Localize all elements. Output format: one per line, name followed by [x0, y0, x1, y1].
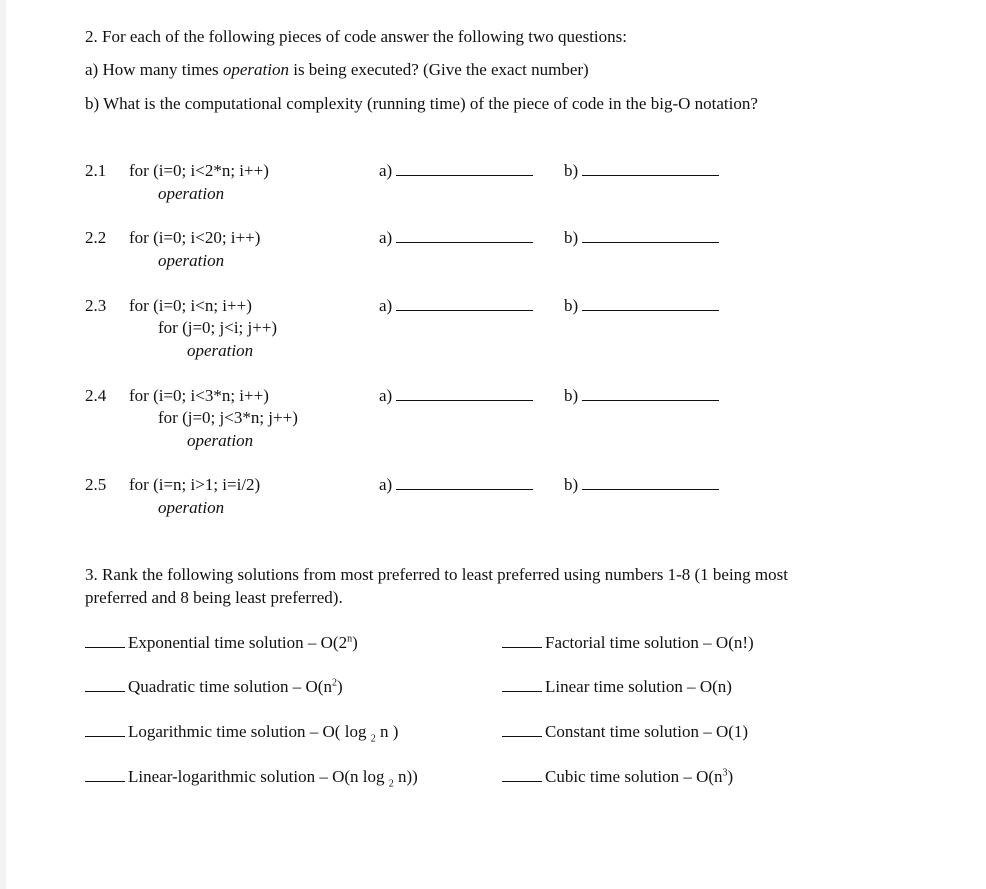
- rank-blank[interactable]: [85, 633, 125, 648]
- answer-a-label: a): [379, 386, 393, 405]
- operation-label: operation: [187, 341, 254, 360]
- answer-a-field[interactable]: [379, 228, 533, 248]
- rank-row-linear-logarithmic: [85, 767, 418, 790]
- rank-blank[interactable]: [85, 722, 125, 737]
- item-number: 2.2: [85, 228, 107, 247]
- item-number: 2.4: [85, 386, 107, 405]
- code-line: for (i=n; i>1; i=i/2): [129, 475, 261, 494]
- rank-blank[interactable]: [502, 677, 542, 692]
- answer-b-label: b): [564, 161, 579, 180]
- q2-part-b: b) What is the computational complexity (running time) of the piece of code in the big-O notation?: [85, 94, 758, 113]
- answer-b-label: b): [564, 386, 579, 405]
- rank-superscript: 3: [722, 767, 728, 779]
- rank-label: Quadratic time solution – O(n: [128, 677, 332, 696]
- rank-subscript: 2: [370, 733, 376, 745]
- rank-label-end: ): [727, 767, 734, 786]
- item-number: 2.1: [85, 161, 107, 180]
- code-line-inner: for (j=0; j<i; j++): [158, 318, 278, 337]
- code-line: for (i=0; i<2*n; i++): [129, 161, 269, 180]
- rank-label-end: n)): [393, 767, 418, 786]
- answer-blank[interactable]: [396, 475, 533, 490]
- answer-b-label: b): [564, 228, 579, 247]
- q3-title-line2: preferred and 8 being least preferred).: [85, 588, 343, 607]
- item-number: 2.3: [85, 296, 107, 315]
- answer-blank[interactable]: [396, 296, 533, 311]
- answer-b-label: b): [564, 296, 579, 315]
- answer-a-label: a): [379, 228, 393, 247]
- operation-label: operation: [187, 431, 254, 450]
- answer-blank[interactable]: [396, 386, 533, 401]
- rank-row-exponential: [85, 633, 358, 653]
- answer-blank[interactable]: [582, 161, 719, 176]
- answer-a-label: a): [379, 475, 393, 494]
- rank-blank[interactable]: [502, 767, 542, 782]
- answer-blank[interactable]: [582, 475, 719, 490]
- operation-label: operation: [158, 498, 225, 517]
- rank-row-linear: [502, 677, 732, 697]
- rank-subscript: 2: [388, 778, 394, 790]
- answer-a-label: a): [379, 161, 393, 180]
- rank-superscript: n: [347, 633, 353, 645]
- answer-b-field[interactable]: [564, 475, 719, 495]
- rank-label: Cubic time solution – O(n: [545, 767, 723, 786]
- rank-label: Linear time solution – O(n): [545, 677, 732, 696]
- answer-blank[interactable]: [396, 228, 533, 243]
- answer-b-label: b): [564, 475, 579, 494]
- rank-row-logarithmic: [85, 722, 399, 745]
- rank-label: Constant time solution – O(1): [545, 722, 749, 741]
- answer-b-field[interactable]: [564, 228, 719, 248]
- answer-blank[interactable]: [582, 296, 719, 311]
- rank-blank[interactable]: [85, 767, 125, 782]
- rank-superscript: 2: [331, 677, 337, 689]
- rank-blank[interactable]: [502, 633, 542, 648]
- operation-label: operation: [158, 184, 225, 203]
- q3-title-line1: 3. Rank the following solutions from most preferred to least preferred using numbers 1-8 (1 being most: [85, 565, 788, 584]
- rank-label: Linear-logarithmic solution – O(n log: [128, 767, 389, 786]
- rank-label: Exponential time solution – O(2: [128, 633, 348, 652]
- rank-row-cubic: [502, 767, 733, 787]
- answer-b-field[interactable]: [564, 161, 719, 181]
- answer-b-field[interactable]: [564, 296, 719, 316]
- rank-blank[interactable]: [85, 677, 125, 692]
- rank-row-quadratic: [85, 677, 343, 697]
- answer-blank[interactable]: [582, 228, 719, 243]
- answer-a-field[interactable]: [379, 161, 533, 181]
- answer-a-field[interactable]: [379, 386, 533, 406]
- code-line: for (i=0; i<3*n; i++): [129, 386, 269, 405]
- code-line-inner: for (j=0; j<3*n; j++): [158, 408, 298, 427]
- q2-part-a: [85, 60, 589, 80]
- rank-row-factorial: [502, 633, 754, 653]
- rank-blank[interactable]: [502, 722, 542, 737]
- answer-a-field[interactable]: [379, 296, 533, 316]
- rank-row-constant: [502, 722, 748, 742]
- document-page: [6, 0, 986, 889]
- q2-part-a-emphasis: operation: [222, 60, 289, 79]
- q2-part-a-text: a) How many times: [85, 60, 223, 79]
- rank-label: Factorial time solution – O(n!): [545, 633, 754, 652]
- answer-b-field[interactable]: [564, 386, 719, 406]
- rank-label: Logarithmic time solution – O( log: [128, 722, 371, 741]
- answer-a-label: a): [379, 296, 393, 315]
- code-line: for (i=0; i<20; i++): [129, 228, 261, 247]
- answer-blank[interactable]: [396, 161, 533, 176]
- answer-a-field[interactable]: [379, 475, 533, 495]
- rank-label-end: n ): [375, 722, 399, 741]
- answer-blank[interactable]: [582, 386, 719, 401]
- q2-part-a-rest: is being executed? (Give the exact number): [288, 60, 589, 79]
- item-number: 2.5: [85, 475, 107, 494]
- rank-label-end: ): [336, 677, 343, 696]
- q2-title: 2. For each of the following pieces of code answer the following two questions:: [85, 27, 627, 46]
- operation-label: operation: [158, 251, 225, 270]
- rank-label-end: ): [352, 633, 358, 652]
- code-line: for (i=0; i<n; i++): [129, 296, 252, 315]
